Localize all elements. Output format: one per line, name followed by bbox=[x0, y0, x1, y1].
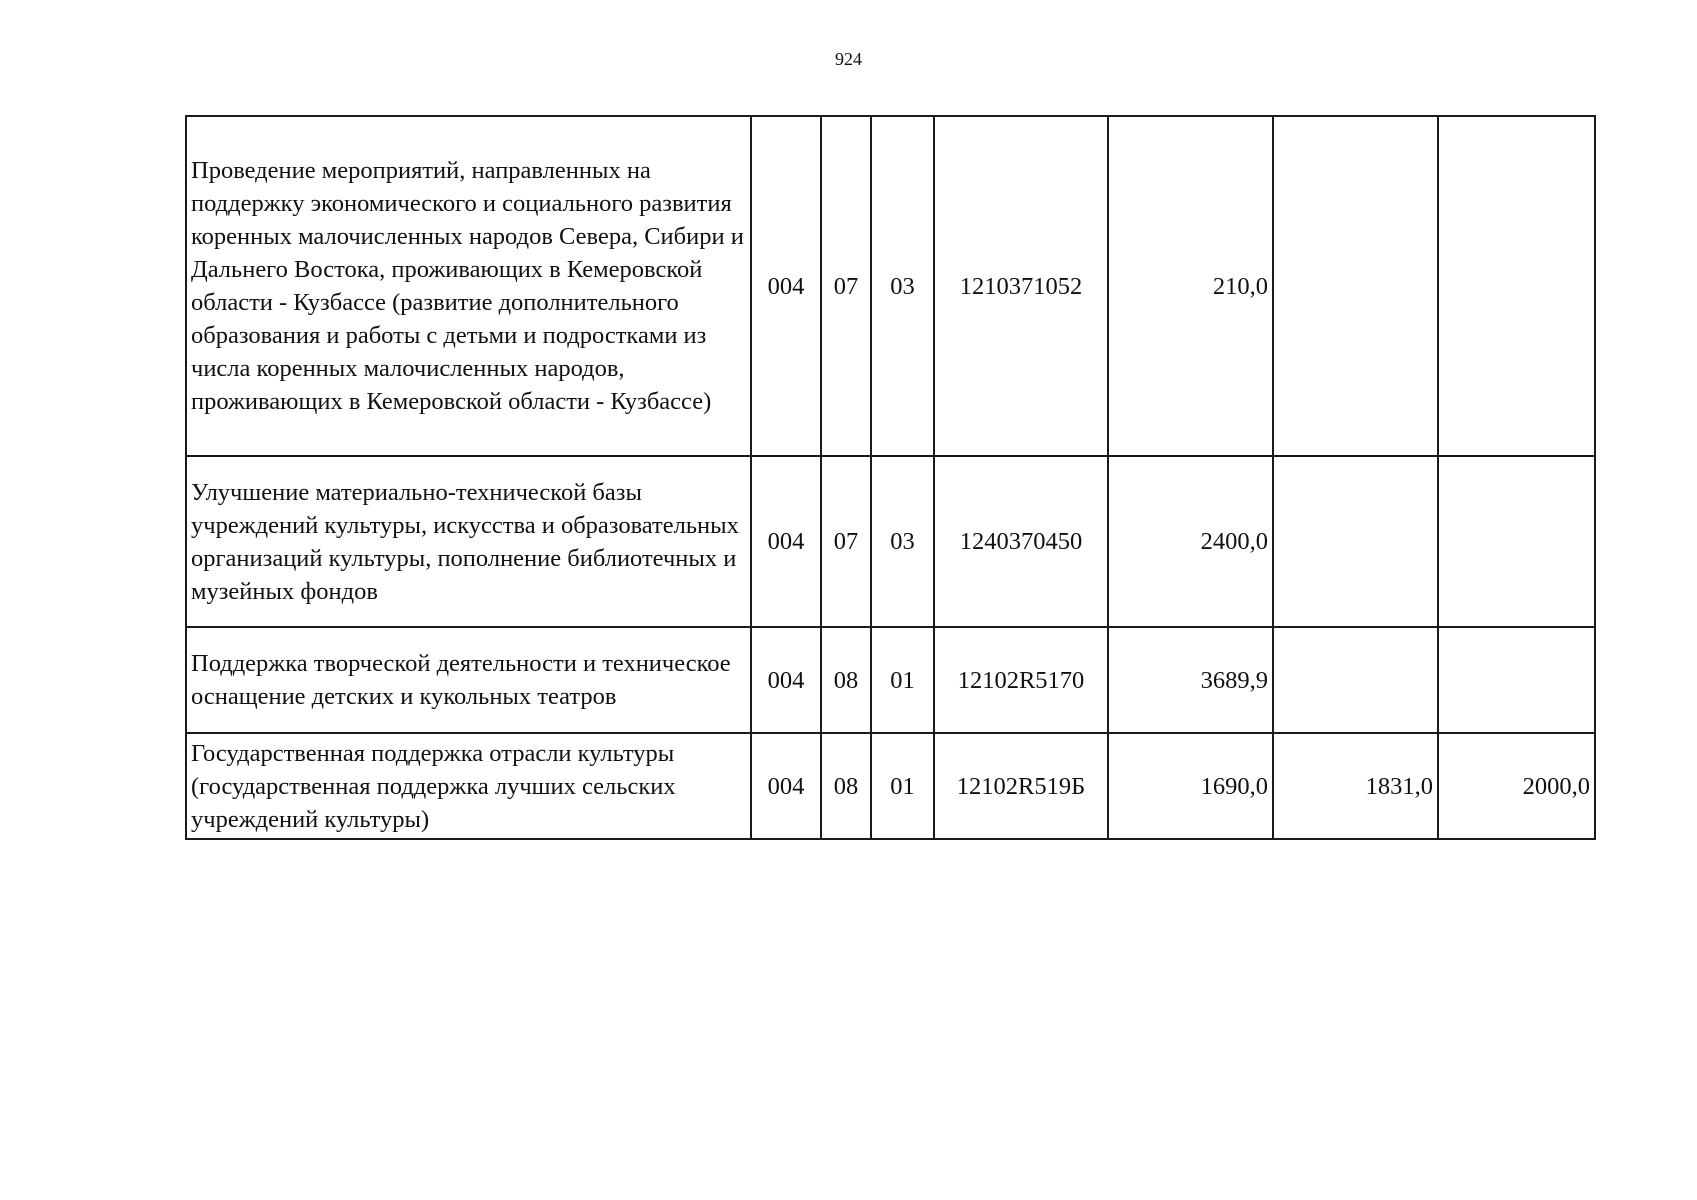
amount-year-2 bbox=[1273, 456, 1438, 627]
amount-year-1: 2400,0 bbox=[1108, 456, 1273, 627]
target-article-code: 12102R519Б bbox=[934, 733, 1108, 839]
amount-year-2: 1831,0 bbox=[1273, 733, 1438, 839]
table-row bbox=[186, 627, 1595, 733]
ministry-code: 004 bbox=[751, 627, 821, 733]
target-article-code: 1210371052 bbox=[934, 116, 1108, 456]
ministry-code: 004 bbox=[751, 116, 821, 456]
section-code: 07 bbox=[821, 116, 871, 456]
row-description: Проведение мероприятий, направленных на поддержку экономического и социального развития коренных малочисленных народов Севера, Сибири и Дальнего Востока, проживающих в Кемеровской области - Кузбассе (развитие дополнительного образования и работы с детьми и подростками из числа коренных малочисленных народов, проживающих в Кемеровской области - Кузбассе) bbox=[186, 116, 751, 456]
table-row bbox=[186, 456, 1595, 627]
row-description: Государственная поддержка отрасли культуры (государственная поддержка лучших сельских учреждений культуры) bbox=[186, 733, 751, 839]
subsection-code: 03 bbox=[871, 116, 934, 456]
amount-year-1: 3689,9 bbox=[1108, 627, 1273, 733]
budget-table bbox=[185, 115, 1596, 840]
amount-year-3 bbox=[1438, 116, 1595, 456]
amount-year-2 bbox=[1273, 627, 1438, 733]
section-code: 07 bbox=[821, 456, 871, 627]
subsection-code: 03 bbox=[871, 456, 934, 627]
amount-year-3 bbox=[1438, 627, 1595, 733]
amount-year-2 bbox=[1273, 116, 1438, 456]
target-article-code: 12102R5170 bbox=[934, 627, 1108, 733]
table-row bbox=[186, 733, 1595, 839]
target-article-code: 1240370450 bbox=[934, 456, 1108, 627]
ministry-code: 004 bbox=[751, 733, 821, 839]
amount-year-3: 2000,0 bbox=[1438, 733, 1595, 839]
row-description: Улучшение материально-технической базы учреждений культуры, искусства и образовательных организаций культуры, пополнение библиотечных и музейных фондов bbox=[186, 456, 751, 627]
page-number: 924 bbox=[835, 49, 862, 69]
amount-year-1: 1690,0 bbox=[1108, 733, 1273, 839]
row-description: Поддержка творческой деятельности и техническое оснащение детских и кукольных театров bbox=[186, 627, 751, 733]
ministry-code: 004 bbox=[751, 456, 821, 627]
subsection-code: 01 bbox=[871, 733, 934, 839]
subsection-code: 01 bbox=[871, 627, 934, 733]
section-code: 08 bbox=[821, 627, 871, 733]
table-row bbox=[186, 116, 1595, 456]
amount-year-3 bbox=[1438, 456, 1595, 627]
amount-year-1: 210,0 bbox=[1108, 116, 1273, 456]
section-code: 08 bbox=[821, 733, 871, 839]
